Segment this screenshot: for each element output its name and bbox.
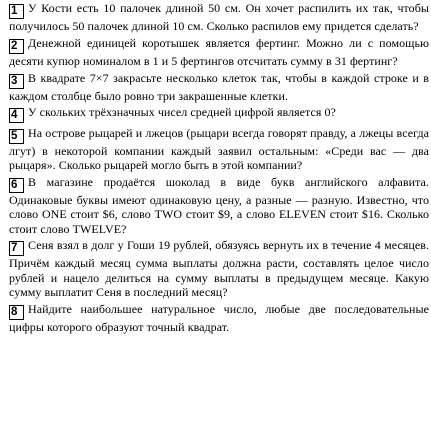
problem-number-box: 6	[9, 178, 24, 193]
problem-text: Найдите наибольшее натуральное число, любые две последовательные цифры которого образуют точный квадрат.	[9, 301, 429, 334]
problem-text: В магазине продаётся шоколад в виде букв английского алфавита. Одинаковые буквы имеют одинаковую цену, а разные — разную. Известно, что слово ONE стоит $6, слово TWO стоит $9, а слово ELEVEN стоит $16. Сколько стоит слово TWELVE?	[9, 174, 429, 236]
problem-text: На острове рыцарей и лжецов (рыцари всегда говорят правду, а лжецы всегда лгут) в некоторой компании каждый заявил остальным: «Среди вас — два рыцаря». Сколько рыцарей могло быть в этой компании?	[9, 125, 429, 173]
problem-text: У Кости есть 10 палочек длиной 50 см. Он хочет распилить их так, чтобы получилось 50 палочек длиной 10 см. Сколько распилов ему придется сделать?	[9, 1, 429, 33]
problem-number-box: 8	[9, 305, 24, 320]
problem-number-box: 5	[9, 129, 24, 144]
problem-text: Денежной единицей коротышек является фертинг. Можно ли с помощью десяти купюр номиналом в 1 и 5 фертингов отсчитать сумму в 31 фертинг?	[9, 35, 429, 68]
problem-text: В квадрате 7×7 закрасьте несколько клеток так, чтобы в каждой строке и в каждом столбце было ровно три закрашенные клетки.	[9, 70, 429, 103]
problem-3	[9, 71, 429, 103]
problem-text: У скольких трёхзначных чисел средней цифрой является 0?	[28, 105, 336, 120]
problem-text: Сеня взял в долг у Гоши 19 рублей, обязуясь вернуть их в течение 4 месяцев. Причём каждый месяц сумма выплаты должна расти, составлять целое число рублей и нацело делиться на сумму выплаты в предыдущем месяце. Какую сумму выплатит Сеня в последний месяц?	[9, 238, 429, 299]
problem-number-box: 3	[9, 74, 24, 89]
problem-number-box: 2	[9, 39, 24, 54]
problem-number-box: 7	[9, 241, 24, 256]
problem-6	[9, 175, 429, 236]
problem-7	[9, 238, 429, 299]
problem-5	[9, 126, 429, 173]
problem-2	[9, 36, 429, 68]
problem-4	[9, 105, 429, 123]
problem-number-box: 1	[9, 4, 24, 19]
problem-1	[9, 1, 429, 33]
problem-8	[9, 302, 429, 334]
problem-number-box: 4	[9, 108, 24, 123]
